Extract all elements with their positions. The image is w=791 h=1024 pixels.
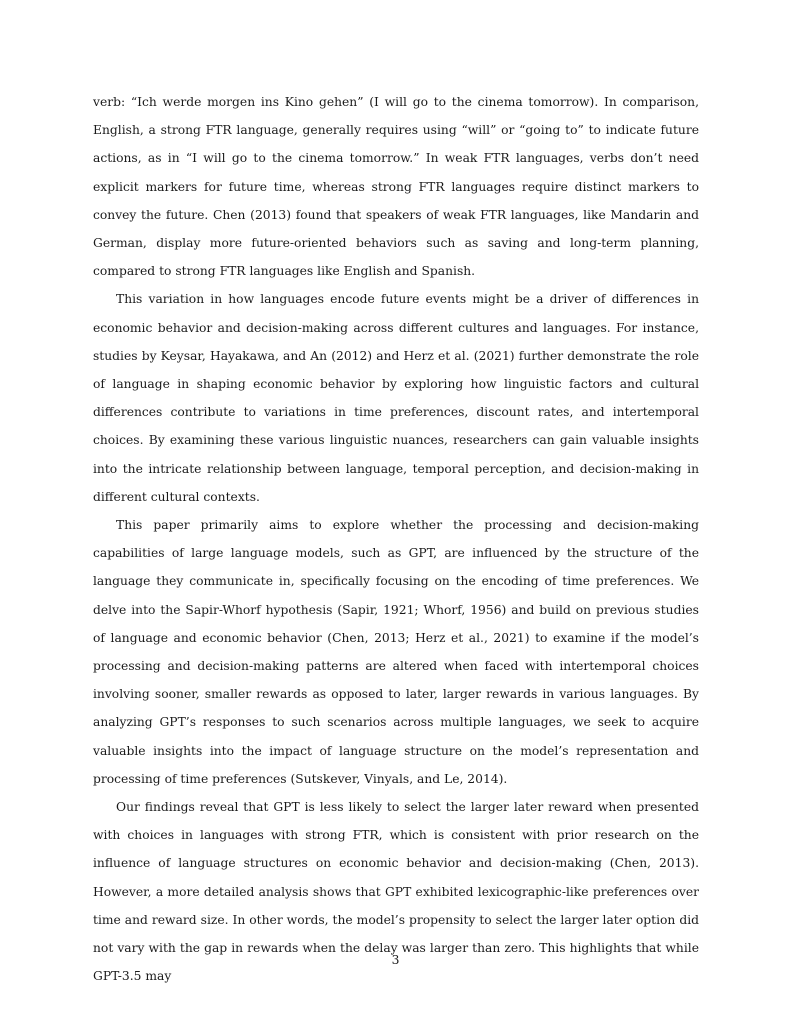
paragraph-paper-aims: This paper primarily aims to explore whether the processing and decision-making capabilities of large language models, such as GPT, are influenced by the structure of the language they communicate in, specifically focusing on the encoding of time preferences. We delve into the Sapir-Whorf hypothesis (Sapir, 1921; Whorf, 1956) and build on previous studies of language and economic behavior (Chen, 2013; Herz et al., 2021) to examine if the model’s processing and decision-making patterns are altered when faced with intertemporal choices involving sooner, smaller rewards as opposed to later, larger rewards in various languages. By analyzing GPT’s responses to such scenarios across multiple languages, we seek to acquire valuable insights into the impact of language structure on the model’s representation and processing of time preferences (Sutskever, Vinyals, and Le, 2014). (93, 518, 699, 786)
page-body (93, 88, 699, 991)
paragraph-continued: verb: “Ich werde morgen ins Kino gehen” (I will go to the cinema tomorrow). In comparison, English, a strong FTR language, generally requires using “will” or “going to” to indicate future actions, as in “I will go to the cinema tomorrow.” In weak FTR languages, verbs don’t need explicit markers for future time, whereas strong FTR languages require distinct markers to convey the future. Chen (2013) found that speakers of weak FTR languages, like Mandarin and German, display more future-oriented behaviors such as saving and long-term planning, compared to strong FTR languages like English and Spanish. (93, 95, 699, 279)
paragraph-findings: Our findings reveal that GPT is less likely to select the larger later reward when presented with choices in languages with strong FTR, which is consistent with prior research on the influence of language structures on economic behavior and decision-making (Chen, 2013). However, a more detailed analysis shows that GPT exhibited lexicographic-like preferences over time and reward size. In other words, the model’s propensity to select the larger later option did not vary with the gap in rewards when the delay was larger than zero. This highlights that while GPT-3.5 may (93, 800, 699, 984)
page-number: 3 (391, 953, 400, 967)
paragraph-language-variation: This variation in how languages encode future events might be a driver of differences in economic behavior and decision-making across different cultures and languages. For instance, studies by Keysar, Hayakawa, and An (2012) and Herz et al. (2021) further demonstrate the role of language in shaping economic behavior by exploring how linguistic factors and cultural differences contribute to variations in time preferences, discount rates, and intertemporal choices. By examining these various linguistic nuances, researchers can gain valuable insights into the intricate relationship between language, temporal perception, and decision-making in different cultural contexts. (93, 292, 699, 504)
